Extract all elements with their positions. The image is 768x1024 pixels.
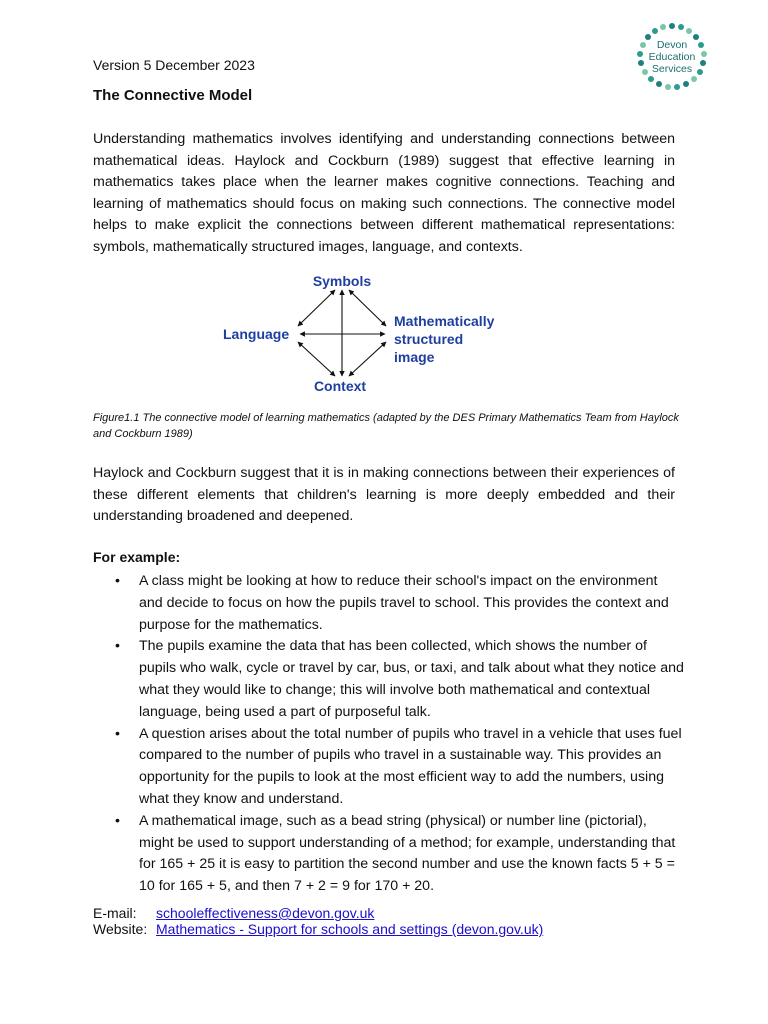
list-item-text: A class might be looking at how to reduce their school's impact on the environment and decide to focus on how the pupils travel to school. This provides the context and purpose for the mathematics. xyxy=(139,573,669,633)
figure-caption: Figure1.1 The connective model of learning mathematics (adapted by the DES Primary Mathematics Team from Haylock and Cockburn 1989) xyxy=(93,412,679,440)
arrow-language-context xyxy=(298,342,335,376)
devon-education-services-logo xyxy=(632,22,712,92)
email-row xyxy=(93,905,543,921)
examples-list xyxy=(115,571,685,898)
node-image-line-2: structured xyxy=(394,331,464,347)
intro-paragraph: Understanding mathematics involves identifying and understanding connections between mathematical ideas. Haylock and Cockburn (1989) suggest that effective learning in mathematics takes place when the learner makes cognitive connections. Teaching and learning of mathematics should focus on making such connections. The connective model helps to make explicit the connections between different mathematical representations: symbols, mathematically structured images, language, and contexts. xyxy=(93,131,675,255)
email-link[interactable]: schooleffectiveness@devon.gov.uk xyxy=(156,905,375,921)
website-row xyxy=(93,921,543,937)
logo-text-line-1: Devon xyxy=(656,39,688,51)
node-image-line-1: Mathematically xyxy=(394,313,495,329)
node-context: Context xyxy=(313,378,367,394)
logo-text-line-2: Education xyxy=(648,51,696,63)
website-link[interactable]: Mathematics - Support for schools and settings (devon.gov.uk) xyxy=(156,921,544,937)
page-title: The Connective Model xyxy=(93,87,253,104)
logo-text-line-3: Services xyxy=(651,63,693,75)
list-item-text: The pupils examine the data that has been collected, which shows the number of pupils who walk, cycle or travel by car, bus, or taxi, and talk about what they notice and what they would like to change; this will involve both mathematical and contextual language, being used a part of purposeful talk. xyxy=(139,638,684,720)
bullet-icon: • xyxy=(115,573,120,589)
list-item xyxy=(115,811,685,898)
arrow-symbols-image xyxy=(349,290,386,326)
examples-heading: For example: xyxy=(93,549,181,565)
list-item-text: A question arises about the total number of pupils who travel in a vehicle that uses fuel compared to the number of pupils who travel in a sustainable way. This provides an opportunity for the pupils to look at the most efficient way to add the numbers, using what they know and understand. xyxy=(139,725,682,807)
bullet-icon: • xyxy=(115,638,120,655)
node-symbols: Symbols xyxy=(312,273,372,289)
version-line: Version 5 December 2023 xyxy=(93,57,255,73)
website-label: Website: xyxy=(93,921,148,937)
diagram-arrows xyxy=(298,290,386,376)
arrow-image-context xyxy=(349,342,386,376)
contact-block xyxy=(93,905,543,937)
list-item xyxy=(115,724,685,811)
connective-model-diagram xyxy=(215,268,515,398)
email-label: E-mail: xyxy=(93,905,137,921)
bullet-icon: • xyxy=(115,725,120,742)
bullet-icon: • xyxy=(115,812,120,829)
node-image-line-3: image xyxy=(394,349,435,365)
list-item xyxy=(115,571,685,636)
node-language: Language xyxy=(223,326,290,342)
list-item-text: A mathematical image, such as a bead string (physical) or number line (pictorial), might be used to support understanding of a method; for example, understanding that for 165 + 25 it is easy to partition the second number and use the known facts 5 + 5 = 10 for 165 + 5, and then 7 + 2 = 9 for 170 + 20. xyxy=(139,812,676,895)
arrow-symbols-language xyxy=(298,290,335,326)
second-paragraph: Haylock and Cockburn suggest that it is in making connections between their experiences of these different elements that children's learning is more deeply embedded and their understanding broadened and deepened. xyxy=(93,465,675,525)
list-item xyxy=(115,636,685,723)
